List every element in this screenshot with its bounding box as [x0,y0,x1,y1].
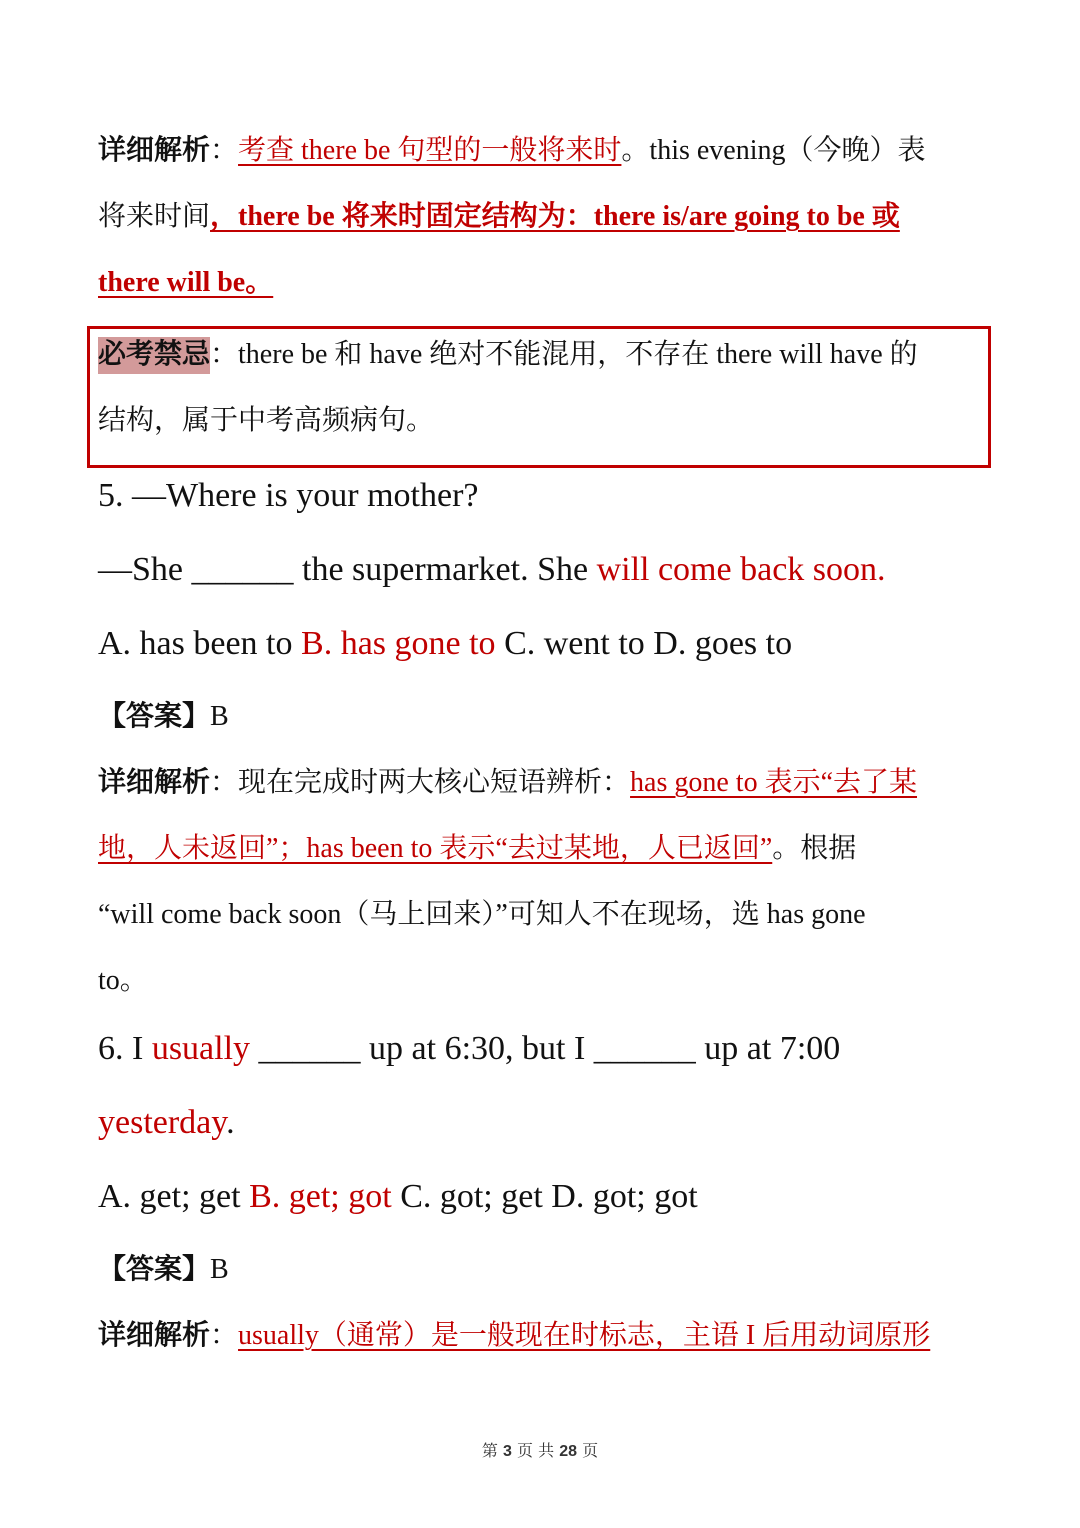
answer-value: B [210,701,229,732]
analysis-structure: ，there be 将来时固定结构为：there is/are going to be 或 [210,201,900,232]
option-a: A. get; get [98,1178,250,1215]
question-text: ______ up at 6:30, but I ______ up at 7:00 [250,1030,841,1067]
analysis-label: 详细解析 [98,135,211,166]
page-footer [0,1438,1080,1461]
question-text: 6. I [98,1030,152,1067]
warning-content [98,322,988,454]
analysis-label: 详细解析 [98,1320,211,1351]
answer-value: B [210,1254,229,1285]
question-clue: usually [151,1030,251,1067]
total-page-count: 28 [559,1443,577,1460]
question-clue: will come back soon. [596,551,886,588]
analysis-key-point: 地，人未返回”；has been to 表示“去过某地，人已返回” [98,833,773,864]
analysis-text: 将来时间 [98,201,211,232]
analysis-top [98,118,988,316]
current-page-number: 3 [503,1443,512,1460]
warning-text: 结构，属于中考高频病句。 [98,405,435,436]
question-6 [98,1012,988,1234]
answer-label: 【答案】 [98,1254,211,1285]
option-b: B. get; got [249,1178,392,1215]
answer-6 [98,1237,988,1369]
question-clue: yesterday [98,1104,227,1141]
question-stem: 5. —Where is your mother? [98,477,479,514]
analysis-text: 。根据 [772,833,857,864]
question-5 [98,459,988,681]
analysis-structure-end: there will be。 [98,267,274,298]
colon: ： [210,767,239,798]
analysis-key-point: 考查 there be 句型的一般将来时 [238,135,622,166]
footer-text: 页 共 [511,1441,560,1460]
question-options [98,607,988,681]
warning-text: there be 和 have 绝对不能混用，不存在 there will have 的 [238,339,918,370]
analysis-label: 详细解析 [98,767,211,798]
analysis-text: 现在完成时两大核心短语辨析： [238,767,631,798]
answer-5 [98,684,988,1014]
analysis-text: “will come back soon（马上回来）”可知人不在现场，选 has gone [98,899,866,930]
analysis-key-point: has gone to 表示“去了某 [630,767,918,798]
warning-label: 必考禁忌 [98,337,210,374]
colon: ： [210,135,239,166]
colon: ： [210,339,239,370]
question-text: . [226,1104,235,1141]
option-c-d: C. went to D. goes to [495,625,793,662]
option-a: A. has been to [98,625,302,662]
option-c-d: C. got; get D. got; got [391,1178,698,1215]
analysis-text: to。 [98,965,148,996]
question-text: —She ______ the supermarket. She [98,551,597,588]
option-b: B. has gone to [301,625,496,662]
analysis-text: 。this evening（今晚）表 [621,135,926,166]
answer-label: 【答案】 [98,701,211,732]
question-options [98,1160,988,1234]
analysis-key-point: usually（通常）是一般现在时标志，主语 I 后用动词原形 [238,1320,931,1351]
footer-text: 页 [576,1441,599,1460]
footer-text: 第 [481,1441,504,1460]
colon: ： [210,1320,239,1351]
